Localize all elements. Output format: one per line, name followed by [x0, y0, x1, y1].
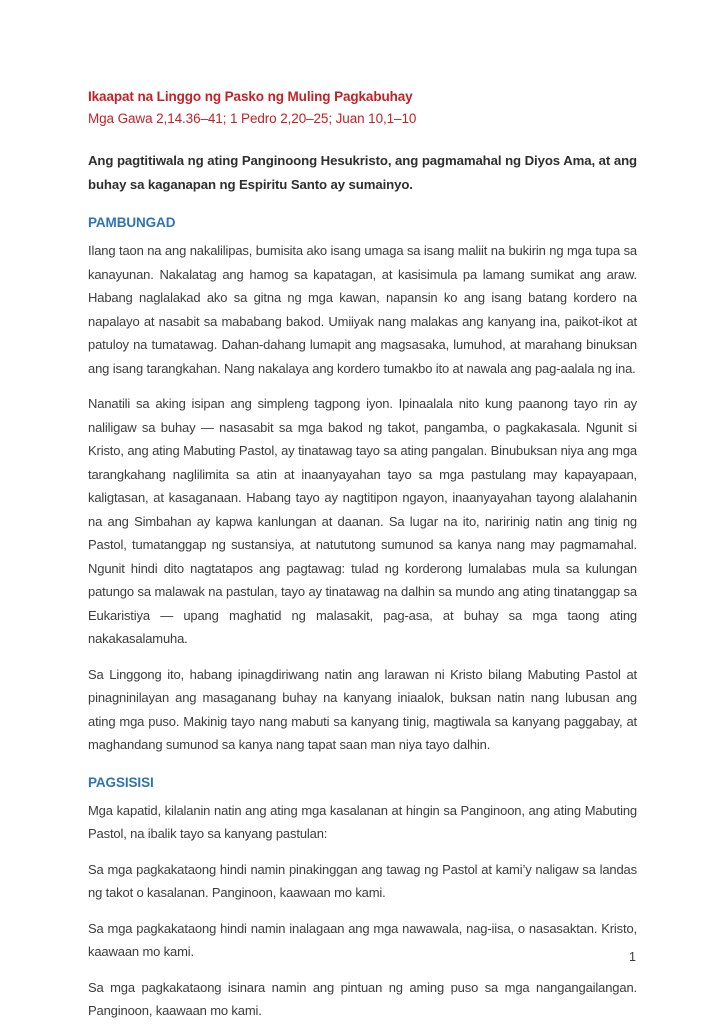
petition-paragraph: Sa mga pagkakataong hindi namin pinakinggan ang tawag ng Pastol at kami’y naligaw sa landas ng takot o kasalanan. Panginoon, kaawaan mo kami.: [88, 861, 637, 900]
section-heading-pagsisisi: PAGSISISI: [88, 774, 154, 790]
paragraph: Sa Linggong ito, habang ipinagdiriwang natin ang larawan ni Kristo bilang Mabuting Pastol at pinagninilayan ang masaganang buhay na kanyang iniaalok, buksan natin nang lubusan ang ating mga puso. Makinig tayo nang mabuti sa kanyang tinig, magtiwala sa kanyang paggabay, at maghandang sumunod sa kanya nang tapat saan man niya tayo dalhin.: [88, 666, 637, 752]
section-pagsisisi: [88, 772, 637, 1023]
greeting-text: Ang pagtitiwala ng ating Panginoong Hesukristo, ang pagmamahal ng Diyos Ama, at ang buhay sa kaganapan ng Espiritu Santo ay sumainyo.: [88, 153, 637, 192]
petition-paragraph: Sa mga pagkakataong hindi namin inalagaan ang mga nawawala, nag-iisa, o nasasaktan. Kristo, kaawaan mo kami.: [88, 920, 637, 959]
document-title: Ikaapat na Linggo ng Pasko ng Muling Pagkabuhay: [88, 89, 413, 104]
paragraph: Nanatili sa aking isipan ang simpleng tagpong iyon. Ipinaalala nito kung paanong tayo rin ay naliligaw sa buhay — nasasabit sa mga bakod ng takot, pangamba, o pagkakasala. Ngunit si Kristo, ang ating Mabuting Pastol, ay tinatawag tayo sa ating pangalan. Binubuksan niya ang mga tarangkahang naglilimita sa atin at inaanyayahan tayo sa mga pastulang may kapayapaan, kaligtasan, at kasaganaan. Habang tayo ay nagtitipon ngayon, inaanyayahan tayong alalahanin na ang Simbahan ay kapwa kanlungan at daanan. Sa lugar na ito, naririnig natin ang tinig ng Pastol, tumatanggap ng sustansiya, at natututong sumunod sa kanya nang may pagmamahal. Ngunit hindi dito nagtatapos ang pagtawag: tulad ng korderong lumalabas mula sa kulungan patungo sa malawak na pastulan, tayo ay tinatawag na dalhin sa mundo ang ating tinatanggap sa Eukaristiya — upang maghatid ng malasakit, pag-asa, at buhay sa mga taong ating nakakasalamuha.: [88, 396, 637, 646]
scripture-readings: Mga Gawa 2,14.36–41; 1 Pedro 2,20–25; Juan 10,1–10: [88, 111, 417, 126]
paragraph: Mga kapatid, kilalanin natin ang ating mga kasalanan at hingin sa Panginoon, ang ating Mabuting Pastol, na ibalik tayo sa kanyang pastulan:: [88, 802, 637, 841]
section-heading-pambungad: PAMBUNGAD: [88, 215, 176, 230]
document-header: [88, 86, 637, 130]
section-pambungad: [88, 212, 637, 757]
page-number: 1: [629, 950, 636, 964]
petition-paragraph: Sa mga pagkakataong isinara namin ang pintuan ng aming puso sa mga nangangailangan. Panginoon, kaawaan mo kami.: [88, 979, 637, 1018]
paragraph: Ilang taon na ang nakalilipas, bumisita ako isang umaga sa isang maliit na bukirin ng mga tupa sa kanayunan. Nakalatag ang hamog sa kapatagan, at kasisimula pa lamang sumikat ang araw. Habang naglalakad ako sa gitna ng mga kawan, napansin ko ang isang batang kordero na napalayo at nasabit sa mababang bakod. Umiiyak nang malakas ang kanyang ina, paikot-ikot at patuloy na tumatawag. Dahan-dahang lumapit ang magsasaka, lumuhod, at marahang binuksan ang isang tarangkahan. Nang nakalaya ang kordero tumakbo ito at nawala ang pag-aalala ng ina.: [88, 243, 637, 376]
